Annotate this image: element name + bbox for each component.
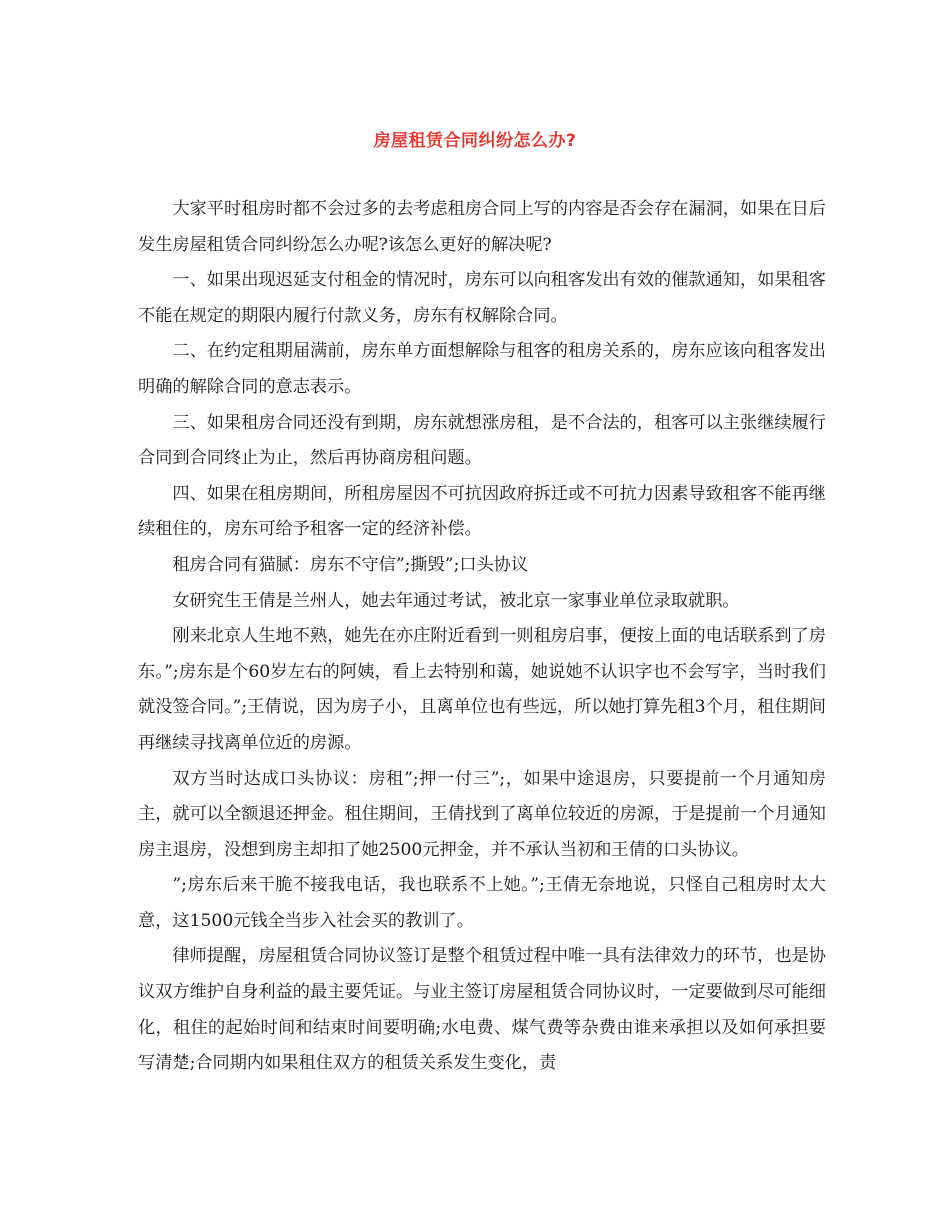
paragraph-point-2: 二、在约定租期届满前，房东单方面想解除与租客的租房关系的，房东应该向租客发出明确的解除合同的意志表示。	[138, 341, 826, 397]
paragraph-case-quote: ”;房东后来干脆不接我电话，我也联系不上她。”;王倩无奈地说，只怪自己租房时太大意，这1500元钱全当步入社会买的教训了。	[138, 875, 826, 931]
paragraph-subheading: 租房合同有猫腻：房东不守信”;撕毁”;口头协议	[172, 554, 529, 575]
paragraph-case-intro: 女研究生王倩是兰州人，她去年通过考试，被北京一家事业单位录取就职。	[172, 590, 740, 611]
paragraph-point-4: 四、如果在租房期间，所租房屋因不可抗因政府拆迁或不可抗力因素导致租客不能再继续租住的，房东可给予租客一定的经济补偿。	[138, 483, 826, 540]
document-title: 房屋租赁合同纠纷怎么办?	[373, 131, 577, 151]
paragraph-point-1: 一、如果出现迟延支付租金的情况时，房东可以向租客发出有效的催款通知，如果租客不能在规定的期限内履行付款义务，房东有权解除合同。	[138, 270, 826, 326]
document-body	[138, 192, 826, 1082]
paragraph-intro: 大家平时租房时都不会过多的去考虑租房合同上写的内容是否会存在漏洞，如果在日后发生房屋租赁合同纠纷怎么办呢?该怎么更好的解决呢?	[138, 199, 826, 255]
paragraph-case-agreement: 双方当时达成口头协议：房租”;押一付三”;，如果中途退房，只要提前一个月通知房主，就可以全额退还押金。租住期间，王倩找到了离单位较近的房源，于是提前一个月通知房主退房，没想到房主却扣了她2500元押金，并不承认当初和王倩的口头协议。	[138, 768, 826, 860]
paragraph-case-detail: 刚来北京人生地不熟，她先在亦庄附近看到一则租房启事，便按上面的电话联系到了房东。”;房东是个60岁左右的阿姨，看上去特别和蔼，她说她不认识字也不会写字，当时我们就没签合同。”;王倩说，因为房子小，且离单位也有些远，所以她打算先租3个月，租住期间再继续寻找离单位近的房源。	[138, 626, 826, 753]
paragraph-lawyer-advice: 律师提醒，房屋租赁合同协议签订是整个租赁过程中唯一具有法律效力的环节，也是协议双方维护自身利益的最主要凭证。与业主签订房屋租赁合同协议时，一定要做到尽可能细化，租住的起始时间和结束时间要明确;水电费、煤气费等杂费由谁来承担以及如何承担要写清楚;合同期内如果租住双方的租赁关系发生变化，责	[138, 946, 826, 1074]
paragraph-point-3: 三、如果租房合同还没有到期，房东就想涨房租，是不合法的，租客可以主张继续履行合同到合同终止为止，然后再协商房租问题。	[138, 412, 826, 469]
